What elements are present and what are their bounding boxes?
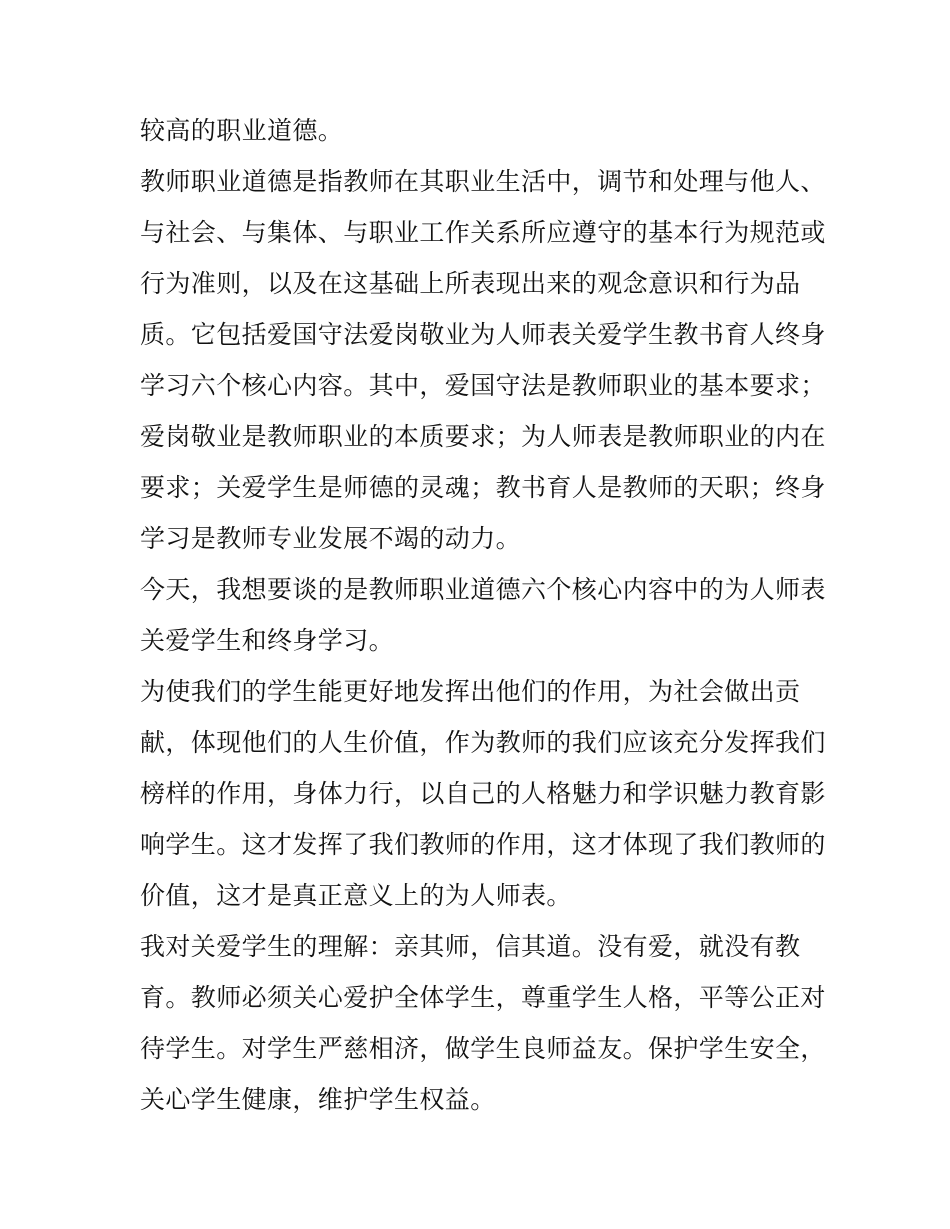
paragraph-line: 我对关爱学生的理解：亲其师，信其道。没有爱，就没有教 xyxy=(140,932,801,961)
paragraph-line: 与社会、与集体、与职业工作关系所应遵守的基本行为规范或 xyxy=(140,218,826,247)
paragraph-line: 较高的职业道德。 xyxy=(140,116,344,145)
paragraph-line: 待学生。对学生严慈相济，做学生良师益友。保护学生安全， xyxy=(140,1034,826,1063)
paragraph-2 xyxy=(140,156,826,564)
paragraph-3 xyxy=(140,564,826,666)
paragraph-1 xyxy=(140,105,820,156)
paragraph-line: 今天，我想要谈的是教师职业道德六个核心内容中的为人师表 xyxy=(140,575,826,604)
paragraph-line: 学习是教师专业发展不竭的动力。 xyxy=(140,524,522,553)
paragraph-line: 要求；关爱学生是师德的灵魂；教书育人是教师的天职；终身 xyxy=(140,473,826,502)
paragraph-line: 献，体现他们的人生价值，作为教师的我们应该充分发挥我们 xyxy=(140,728,826,757)
paragraph-line: 榜样的作用，身体力行，以自己的人格魅力和学识魅力教育影 xyxy=(140,779,826,808)
paragraph-line: 教师职业道德是指教师在其职业生活中，调节和处理与他人、 xyxy=(140,167,826,196)
paragraph-line: 价值，这才是真正意义上的为人师表。 xyxy=(140,881,572,910)
paragraph-line: 关爱学生和终身学习。 xyxy=(140,626,395,655)
paragraph-line: 爱岗敬业是教师职业的本质要求；为人师表是教师职业的内在 xyxy=(140,422,826,451)
paragraph-line: 育。教师必须关心爱护全体学生，尊重学生人格，平等公正对 xyxy=(140,983,826,1012)
paragraph-line: 学习六个核心内容。其中，爱国守法是教师职业的基本要求； xyxy=(140,371,826,400)
paragraph-line: 为使我们的学生能更好地发挥出他们的作用，为社会做出贡 xyxy=(140,677,801,706)
paragraph-line: 关心学生健康，维护学生权益。 xyxy=(140,1085,496,1114)
paragraph-4 xyxy=(140,666,826,921)
paragraph-line: 响学生。这才发挥了我们教师的作用，这才体现了我们教师的 xyxy=(140,830,826,859)
paragraph-line: 行为准则，以及在这基础上所表现出来的观念意识和行为品 xyxy=(140,269,801,298)
paragraph-5 xyxy=(140,921,826,1125)
document-body xyxy=(140,105,826,1125)
paragraph-line: 质。它包括爱国守法爱岗敬业为人师表关爱学生教书育人终身 xyxy=(140,320,826,349)
